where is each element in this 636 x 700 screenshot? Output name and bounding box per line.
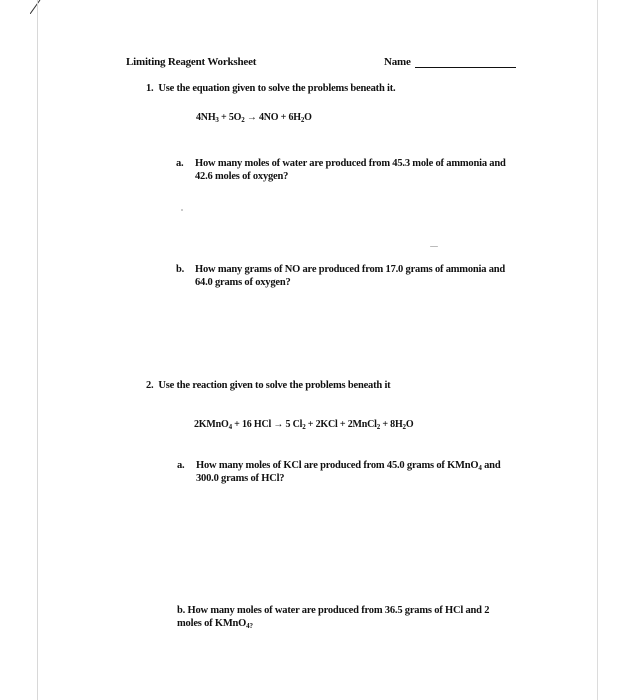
eq2-arrow: →	[271, 419, 286, 430]
page-edge-right	[597, 0, 598, 700]
question-1a-label: a.	[176, 158, 184, 169]
eq2-plus: +	[231, 419, 242, 430]
question-2b-sub: 4?	[246, 622, 253, 630]
eq2-permanganate-sub: 4	[228, 423, 232, 431]
name-blank-line	[415, 67, 516, 68]
eq2-kcl: 2KCl	[315, 419, 338, 430]
question-2-text: Use the reaction given to solve the problems beneath it	[158, 380, 391, 391]
question-2-prompt	[146, 379, 390, 392]
question-2b-line1: b. How many moles of water are produced from 36.5 grams of HCl and 2	[177, 605, 490, 616]
question-2a-sub: 4	[478, 464, 482, 472]
eq1-ammonia: 4NH	[196, 112, 216, 123]
eq2-chlorine-sub: 2	[302, 423, 306, 431]
eq1-water-sub: 2	[300, 116, 305, 124]
eq1-ammonia-sub: 3	[215, 116, 219, 124]
eq1-arrow: →	[244, 112, 259, 123]
eq2-plus: +	[305, 419, 316, 430]
question-1-prompt	[146, 82, 395, 95]
eq1-no: 4NO	[258, 112, 279, 123]
question-2-equation	[194, 418, 413, 431]
question-2b-line2	[177, 617, 253, 630]
question-1a-line2: 42.6 moles of oxygen?	[195, 171, 289, 182]
page-edge-left	[37, 0, 38, 700]
question-2a-line1	[196, 459, 500, 472]
eq2-water-sub: 2	[402, 423, 406, 431]
worksheet-title: Limiting Reagent Worksheet	[126, 56, 257, 68]
scan-speck	[181, 209, 183, 211]
question-2a-line1-end: and	[481, 460, 501, 471]
eq1-water-tail: O	[304, 112, 312, 123]
eq1-water: 6H	[288, 112, 301, 123]
question-1-equation	[196, 111, 312, 124]
eq2-plus: +	[380, 419, 391, 430]
question-1-text: Use the equation given to solve the problems beneath it.	[158, 83, 396, 94]
question-2b-line2-text: moles of KMnO	[177, 618, 247, 629]
eq2-chlorine: 5 Cl	[285, 419, 303, 430]
name-label: Name	[384, 56, 411, 68]
eq2-hcl: 16 HCl	[241, 419, 272, 430]
eq2-mncl: 2MnCl	[347, 419, 377, 430]
eq2-mncl-sub: 2	[376, 423, 381, 431]
question-2a-line1-text: How many moles of KCl are produced from 45.0 grams of KMnO	[196, 460, 479, 471]
eq2-plus: +	[337, 419, 348, 430]
question-2a-line2: 300.0 grams of HCl?	[196, 473, 285, 484]
question-1b-label: b.	[176, 264, 185, 275]
eq2-water: 8H	[390, 419, 403, 430]
question-2a-label: a.	[177, 460, 185, 471]
question-1b-line1: How many grams of NO are produced from 17.0 grams of ammonia and	[195, 264, 506, 275]
question-1a-line1: How many moles of water are produced from 45.3 mole of ammonia and	[195, 158, 506, 169]
eq1-plus: +	[218, 112, 229, 123]
eq1-oxygen-sub: 2	[241, 116, 245, 124]
question-1-number: 1.	[146, 83, 154, 94]
eq2-water-tail: O	[405, 419, 414, 430]
eq2-permanganate: 2KMnO	[194, 419, 229, 430]
eq1-plus: +	[278, 112, 289, 123]
scan-speck	[430, 246, 438, 247]
eq1-oxygen: 5O	[228, 112, 242, 123]
question-1b-line2: 64.0 grams of oxygen?	[195, 277, 291, 288]
question-2-number: 2.	[146, 380, 154, 391]
